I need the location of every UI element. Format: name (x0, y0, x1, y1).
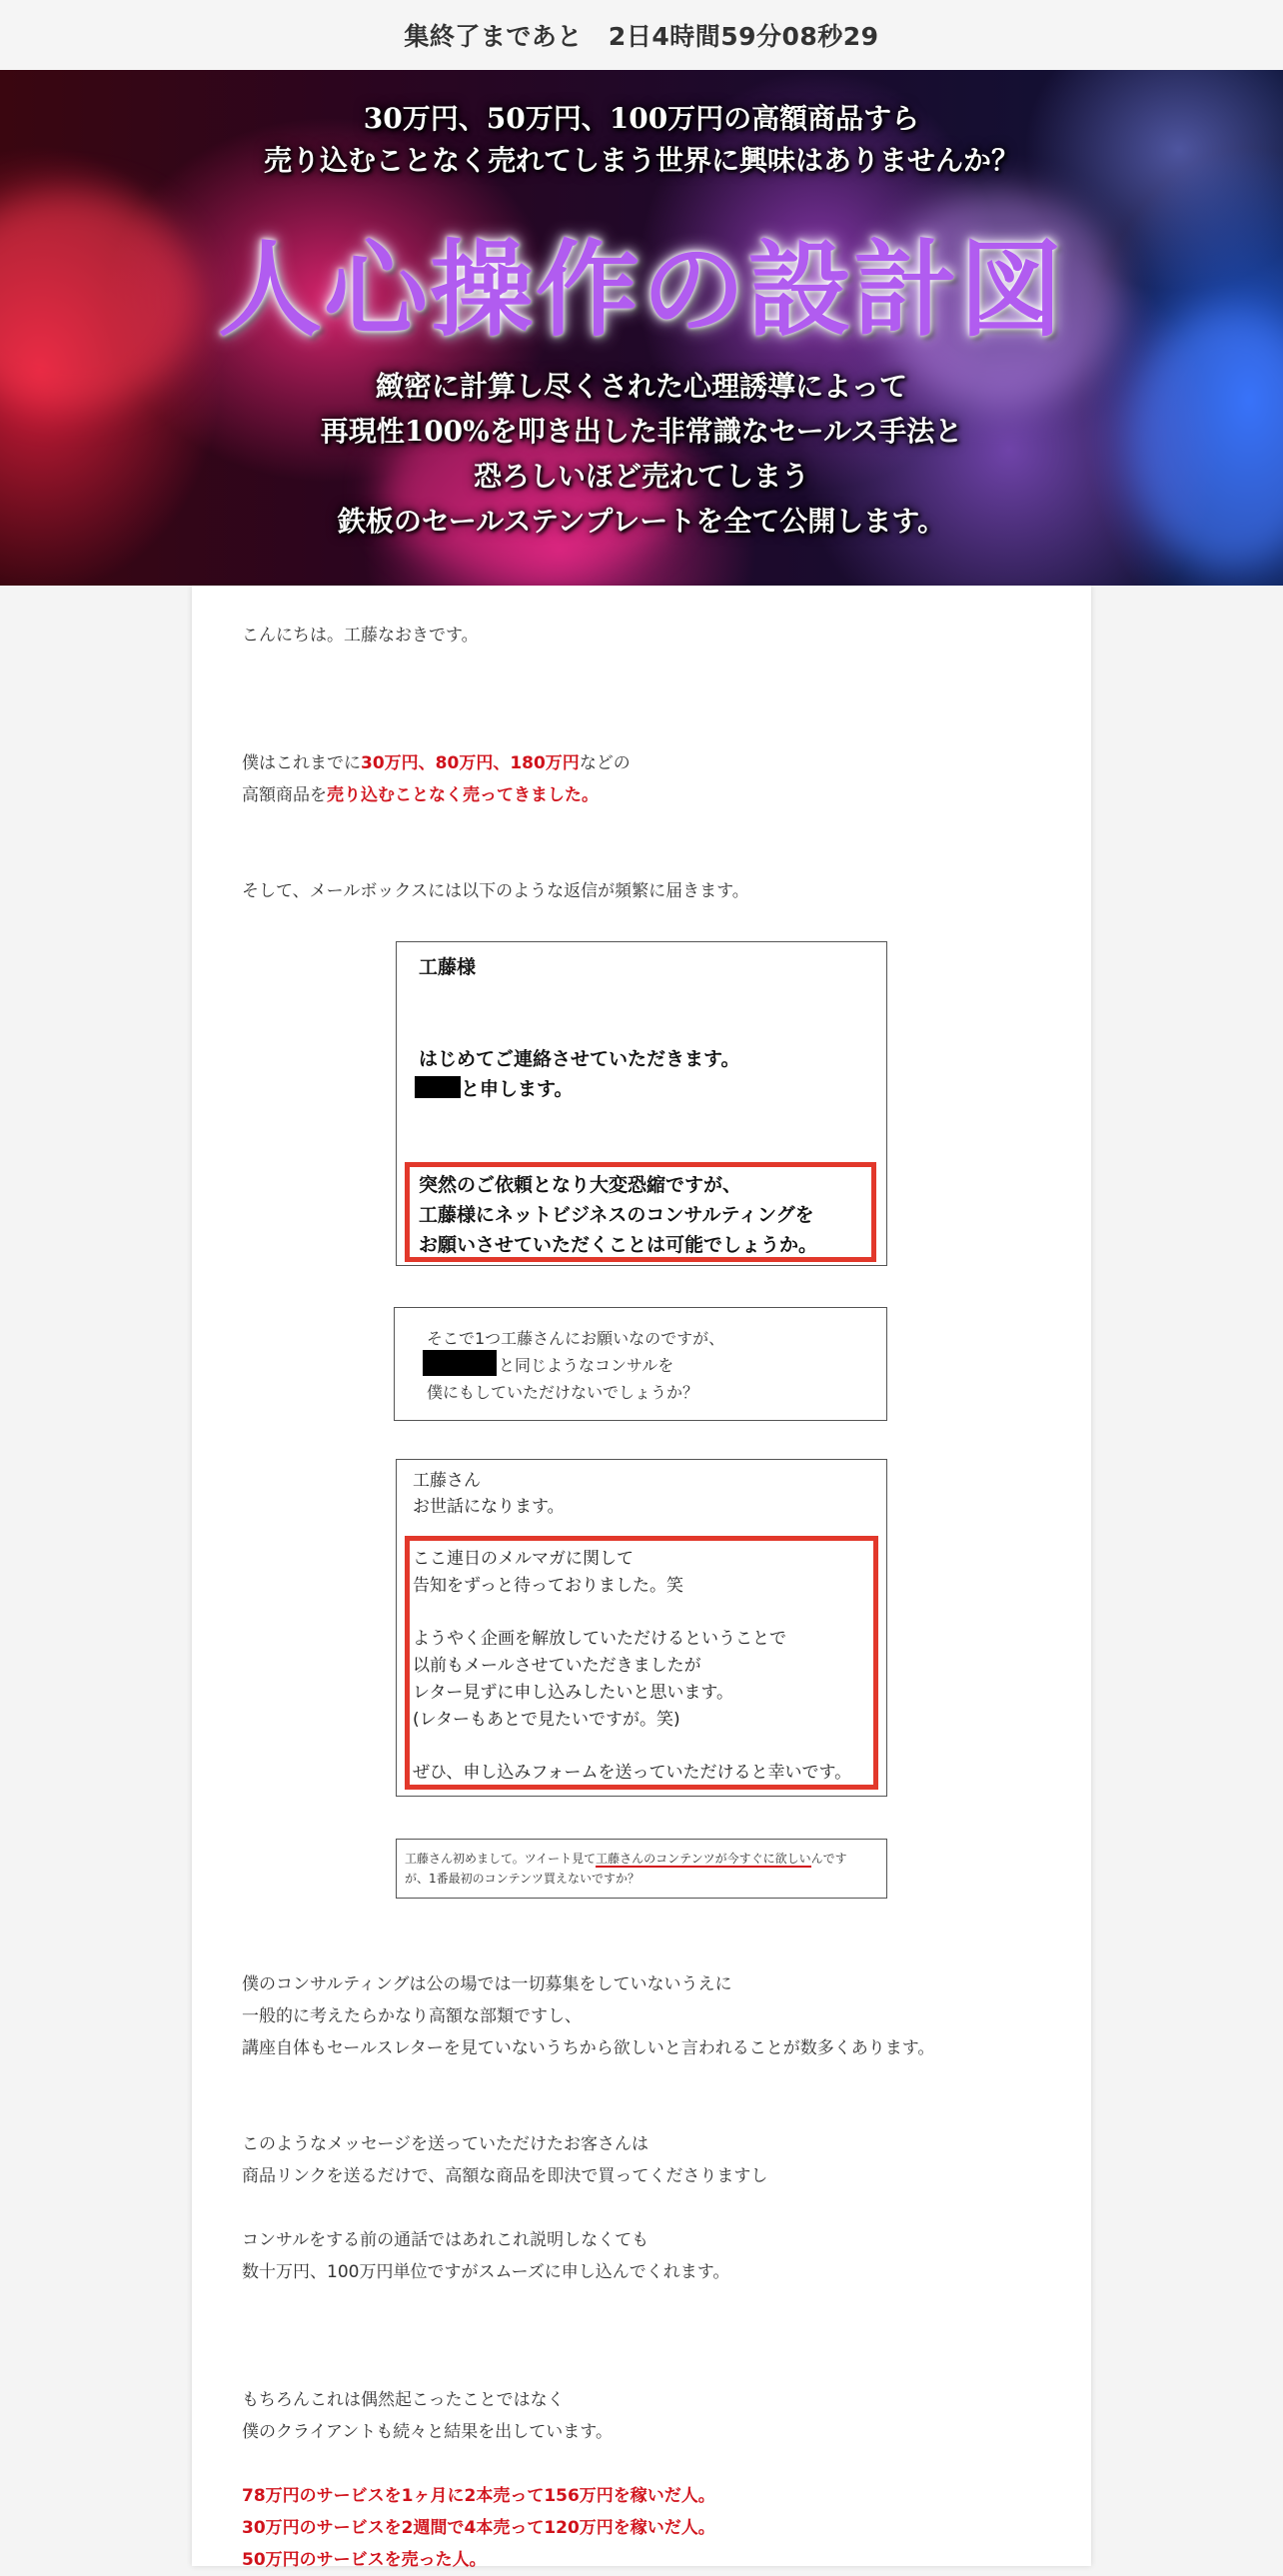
email-screenshot-4: 工藤さん初めまして。ツイート見て工藤さんのコンテンツが今すぐに欲しいんです が、1番最初のコンテンツ買えないですか？ (396, 1839, 887, 1899)
results-intro: もちろんこれは偶然起こったことではなく 僕のクライアントも続々と結果を出しています。 (242, 2390, 613, 2442)
result-item: 50万円のサービスを売った人。 (242, 2550, 487, 2570)
underlined-quote: 工藤さんのコンテンツが今すぐに欲しい (596, 1852, 811, 1866)
letter-body (192, 586, 1091, 2570)
result-item: 78万円のサービスを1ヶ月に2本売って156万円を稼いだ人。 (242, 2486, 715, 2506)
customers-paragraph: このようなメッセージを送っていただけたお客さんは 商品リンクを送るだけで、高額な商品を即決で買ってくださりますし (242, 2134, 768, 2186)
intro-paragraph: 僕はこれまでに30万円、80万円、180万円などの 高額商品を売り込むことなく売ってきました。 (242, 753, 631, 805)
email-screenshot-1: 工藤様 はじめてご連絡させていただきます。 と申します。 突然のご依頼となり大変恐縮ですが、 工藤様にネットビジネスのコンサルティングを お願いさせていただくことは可能でしょうか。 (396, 941, 887, 1266)
countdown-label: 集終了まであと (404, 22, 583, 51)
redacted-name (423, 1350, 497, 1376)
hero-line-4: 鉄板のセールステンプレートを全て公開します。 (337, 505, 946, 538)
hero-line-2: 再現性100%を叩き出した非常識なセールス手法と (320, 415, 963, 448)
email-screenshot-2: そこで1つ工藤さんにお願いなのですが、 と同じようなコンサルを 僕にもしていただけないでしょうか？ (394, 1307, 887, 1421)
no-push-highlight: 売り込むことなく売ってきました。 (327, 785, 599, 805)
hero-line-3: 恐ろしいほど売れてしまう (473, 460, 809, 493)
hero-banner (0, 70, 1283, 586)
greeting-text: こんにちは。工藤なおきです。 (242, 626, 479, 645)
hero-subline-1: 30万円、50万円、100万円の高額商品すら (363, 102, 920, 135)
hero-subline-2: 売り込むことなく売れてしまう世界に興味はありませんか？ (263, 144, 1019, 177)
email-salutation: 工藤さん (413, 1471, 481, 1491)
countdown-timer: 2日4時間59分08秒29 (608, 22, 879, 51)
hero-title: 人心操作の設計図 (217, 228, 1065, 351)
email-screenshot-3: 工藤さん お世話になります。 ここ連日のメルマガに関して 告知をずっと待っておりました。笑 ようやく企画を解放していただけるということで 以前もメールさせていただきましたが レター見ずに申し込みしたいと思います。 (レターもあとで見たいですが。笑) ぜひ、申し込みフォームを送っていただけると幸いです。 (396, 1459, 887, 1797)
results-list (242, 2480, 715, 2576)
result-item: 30万円のサービスを2週間で4本売って120万円を稼いだ人。 (242, 2518, 715, 2538)
call-paragraph: コンサルをする前の通話ではあれこれ説明しなくても 数十万円、100万円単位ですがスムーズに申し込んでくれます。 (242, 2230, 730, 2282)
consulting-paragraph: 僕のコンサルティングは公の場では一切募集をしていないうえに 一般的に考えたらかなり高額な部類ですし、 講座自体もセールスレターを見ていないうちから欲しいと言われることが数多くあります。 (242, 1974, 935, 2058)
price-highlight: 30万円、80万円、180万円 (361, 753, 580, 773)
hero-line-1: 緻密に計算し尽くされた心理誘導によって (375, 370, 907, 403)
mailbox-intro: そして、メールボックスには以下のような返信が頻繁に届きます。 (242, 881, 749, 901)
redacted-name (415, 1076, 461, 1098)
countdown-bar (0, 0, 1283, 70)
email-salutation: 工藤様 (419, 956, 477, 978)
